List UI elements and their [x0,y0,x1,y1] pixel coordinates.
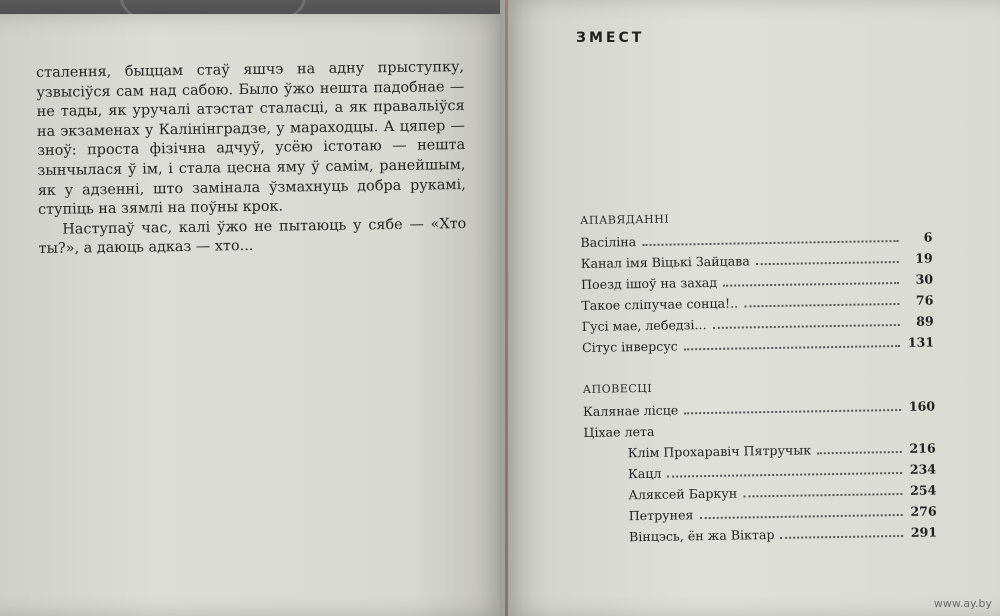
toc-entry-page: 76 [915,292,934,308]
toc-entry-title: Канал імя Віцькі Зайцава [580,253,750,271]
toc-entry-page: 131 [907,334,935,350]
toc-entry-title: Клім Прохаравіч Пятручык [627,442,812,461]
toc-section-heading: АПАВЯДАННІ [580,212,670,227]
leader-dots [780,535,903,539]
toc-entry-title: Поезд ішоў на захад [580,274,718,292]
toc-entry-page: 254 [909,482,937,498]
book-spine [505,0,508,616]
toc-entry-page: 89 [916,313,934,329]
left-page-text [36,58,467,260]
leader-dots [713,324,900,329]
watermark: www.ay.by [933,597,992,610]
leader-dots [684,345,900,350]
toc-title: ЗМЕСТ [576,30,645,46]
toc-entry-page: 216 [909,440,936,456]
toc-entry-page: 30 [915,271,934,287]
leader-dots [743,493,902,498]
toc-entry-page: 291 [910,524,938,540]
toc-entry-title: Петрунея [628,507,694,524]
leader-dots [667,472,902,478]
leader-dots [642,240,898,246]
leader-dots [756,261,899,265]
toc-entry-page: 160 [908,398,936,414]
toc-entry-page: 234 [909,461,937,477]
toc-entry-title: Васіліна [580,234,637,250]
leader-dots [723,282,899,287]
toc-entry-page: 6 [923,229,933,245]
toc-entry-title: Вінцэсь, ён жа Віктар [628,526,775,545]
toc-entry-title: Кацл [627,465,662,482]
toc-entry-title: Ціхае лета [583,423,655,440]
toc-entry-title: Сітус інверсус [581,338,678,355]
leader-dots [817,451,902,454]
table-of-contents [580,208,937,550]
leader-dots [684,409,901,414]
toc-entry-title: Такое сліпучае сонца!.. [581,295,739,313]
leader-dots [699,514,902,519]
toc-section-heading: АПОВЕСЦІ [582,381,653,396]
toc-entry-title: Аляксей Баркун [628,485,738,503]
leader-dots [661,432,902,436]
toc-entry-page: 276 [910,503,937,519]
paragraph: сталення, быццам стаў яшчэ на адну прыступку, узвысіўся сам над сабою. Было ўжо нешта падобнае — не тады, як уручалі атэстат сталасці, а як правальіўся на экзаменах у Калінінградзе, у мараходцы. А цяпер — зноў: проста фізічна адчуў, усёю істотаю — нешта зынчылася ў ім, і стала цесна яму ў самім, ранейшым, як у адзенні, што замінала ўзмахнуць добра рукамі, ступіць на зямлі на поўны крок. [36,59,466,219]
toc-entry-page: 19 [915,250,933,266]
toc-entry-title: Калянае лісце [582,402,679,419]
toc-entry-title: Гусі мае, лебедзі... [581,317,707,334]
leader-dots [744,303,899,307]
paragraph: Наступаў час, калі ўжо не пытаюць у сябе — «Хто ты?», а даюць адказ — хто... [38,215,467,258]
